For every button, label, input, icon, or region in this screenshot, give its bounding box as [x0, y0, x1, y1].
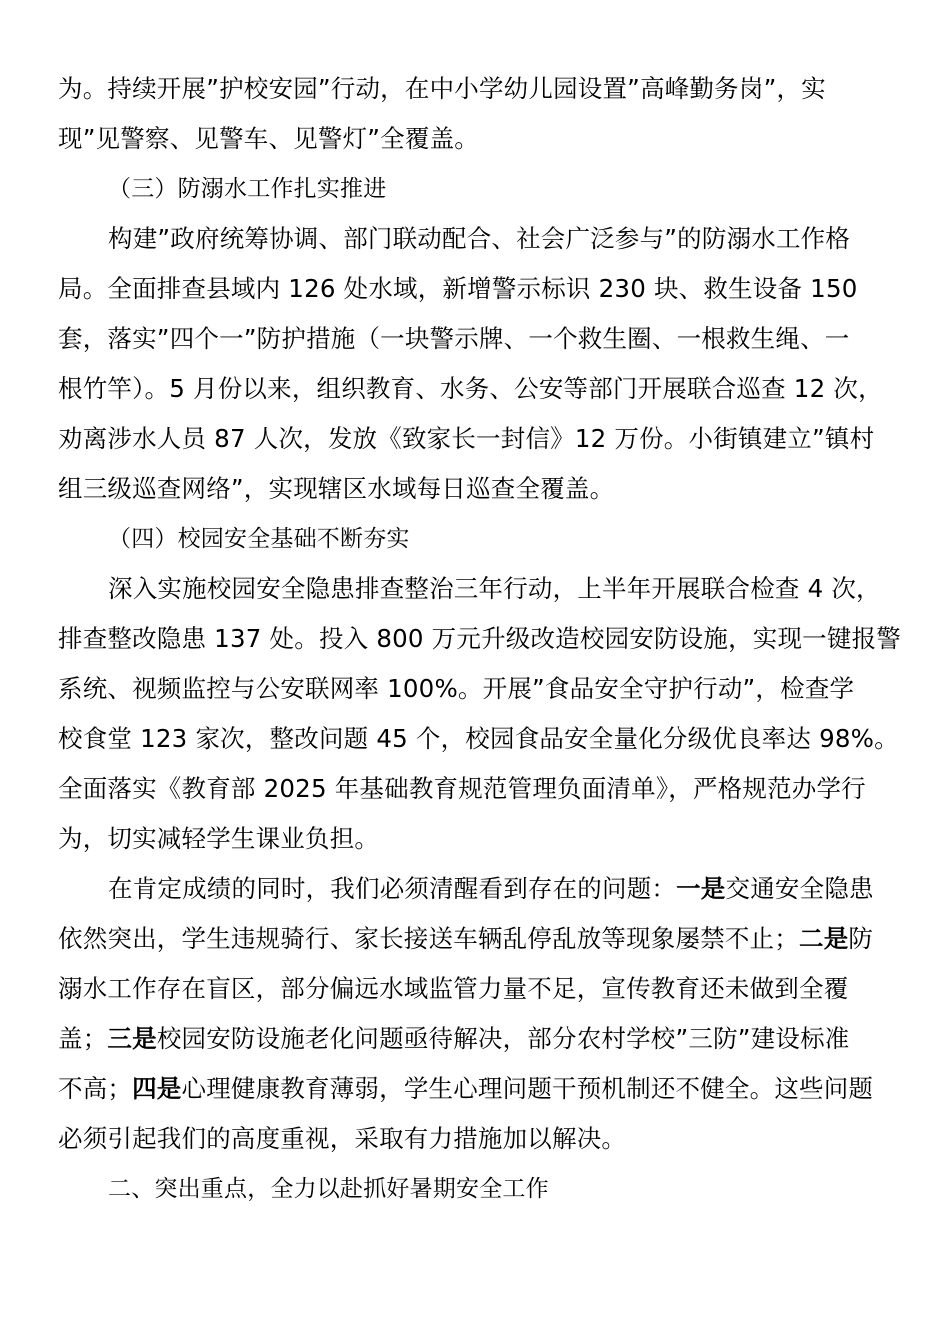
body-text-line: 系统、视频监控与公安联网率 100%。开展”食品安全守护行动”，检查学 [58, 674, 855, 703]
body-text-line: 劝离涉水人员 87 人次，发放《致家长一封信》12 万份。小街镇建立”镇村 [58, 424, 875, 453]
problems-text: 在肯定成绩的同时，我们必须清醒看到存在的问题： [108, 874, 677, 903]
body-text-line: 为，切实减轻学生课业负担。 [58, 824, 380, 853]
problems-paragraph-line: 溺水工作存在盲区，部分偏远水域监管力量不足，宣传教育还未做到全覆 [58, 974, 849, 1003]
body-text-line: 组三级巡查网络”，实现辖区水域每日巡查全覆盖。 [58, 474, 615, 503]
problems-paragraph-line [108, 864, 948, 914]
problem-marker-2: 二是 [799, 924, 849, 953]
problems-paragraph-line [58, 1064, 898, 1114]
problems-text: 依然突出，学生违规骑行、家长接送车辆乱停乱放等现象屡禁不止； [58, 924, 799, 953]
body-text-line: 排查整改隐患 137 处。投入 800 万元升级改造校园安防设施，实现一键报警 [58, 624, 901, 653]
problem-marker-3: 三是 [107, 1024, 157, 1053]
problems-text: 防 [848, 924, 874, 953]
body-text-line: 校食堂 123 家次，整改问题 45 个，校园食品安全量化分级优良率达 98%。 [58, 724, 899, 753]
problem-marker-4: 四是 [132, 1074, 182, 1103]
problems-text: 交通安全隐患 [725, 874, 874, 903]
problems-paragraph-line [58, 914, 898, 964]
section-heading-2: 二、突出重点，全力以赴抓好暑期安全工作 [108, 1176, 549, 1202]
body-text-line: 为。持续开展”护校安园”行动，在中小学幼儿园设置”高峰勤务岗”，实 [58, 74, 826, 103]
body-text-line: 构建”政府统筹协调、部门联动配合、社会广泛参与”的防溺水工作格 [108, 224, 851, 253]
subsection-heading-4: （四）校园安全基础不断夯实 [108, 526, 410, 552]
problems-paragraph-line [58, 1014, 898, 1064]
problems-text: 不高； [58, 1074, 133, 1103]
body-text-line: 全面落实《教育部 2025 年基础教育规范管理负面清单》，严格规范办学行 [58, 774, 866, 803]
problems-paragraph-line: 必须引起我们的高度重视，采取有力措施加以解决。 [58, 1124, 627, 1153]
body-text-line: 根竹竿）。5 月份以来，组织教育、水务、公安等部门开展联合巡查 12 次， [58, 374, 883, 403]
body-text-line: 套，落实”四个一”防护措施（一块警示牌、一个救生圈、一根救生绳、一 [58, 324, 850, 353]
problems-text: 盖； [58, 1024, 108, 1053]
problems-text: 心理健康教育薄弱，学生心理问题干预机制还不健全。这些问题 [181, 1074, 874, 1103]
body-text-line: 局。全面排查县域内 126 处水域，新增警示标识 230 块、救生设备 150 [58, 274, 858, 303]
body-text-line: 现”见警察、见警车、见警灯”全覆盖。 [58, 124, 479, 153]
body-text-line: 深入实施校园安全隐患排查整治三年行动，上半年开展联合检查 4 次， [108, 574, 881, 603]
problem-marker-1: 一是 [676, 874, 726, 903]
subsection-heading-3: （三）防溺水工作扎实推进 [108, 176, 387, 202]
problems-text: 校园安防设施老化问题亟待解决，部分农村学校”三防”建设标准 [156, 1024, 850, 1053]
